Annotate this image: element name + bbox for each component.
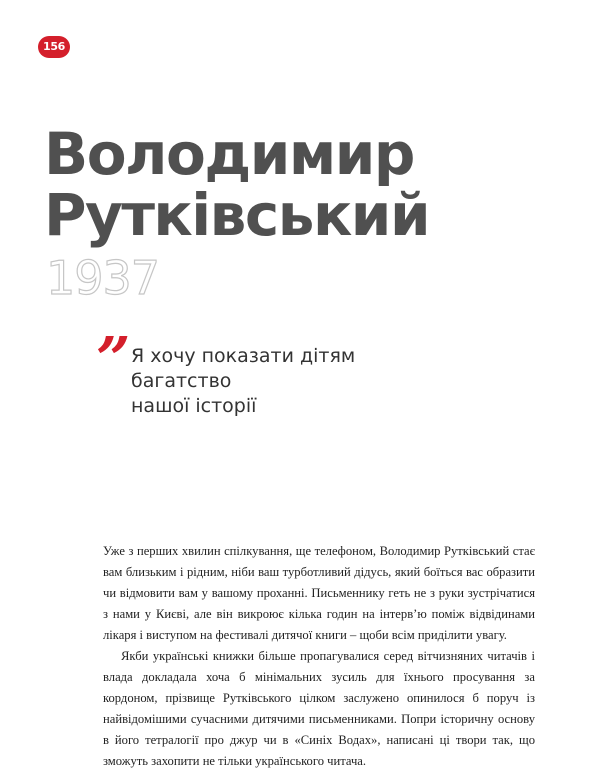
author-birth-year: 1937: [46, 251, 160, 305]
article-paragraph-1: Уже з перших хвилин спілкування, ще телефоном, Володимир Рутківський стає вам близьким і рідним, ніби ваш турботливий дідусь, який боїться вас образити чи відмовити вам у вашому проханні. Письменнику геть не з руки зустрічатися з нами у Києві, але він викроює кілька годин на інтерв’ю поміж відвідинами лікаря і виступом на фестивалі дитячої книги – щоби всім приділити увагу.: [103, 544, 535, 642]
author-name: [44, 120, 430, 249]
page-number-badge: 156: [38, 36, 70, 58]
quote-mark-icon: ”: [96, 325, 125, 395]
author-last-name: Рутківський: [44, 181, 430, 249]
author-first-name: Володимир: [44, 120, 414, 188]
article-paragraph-2: Якби українські книжки більше пропагувалися серед вітчизняних читачів і влада докладала хоча б мінімальних зусиль для їхнього просування за кордоном, прізвище Рутківського цілком заслужено опинилося б поруч із найвідомішими сучасними дитячими письменниками. Попри історичну основу в його тетралогії про джур чи в «Синіх Водах», написані ці твори так, що зможуть захопити не тільки українського читача.: [103, 649, 535, 768]
pull-quote: [131, 344, 461, 419]
pull-quote-line-1: Я хочу показати дітям багатство: [131, 345, 356, 392]
pull-quote-line-2: нашої історії: [131, 395, 257, 417]
article-body: [103, 541, 535, 772]
